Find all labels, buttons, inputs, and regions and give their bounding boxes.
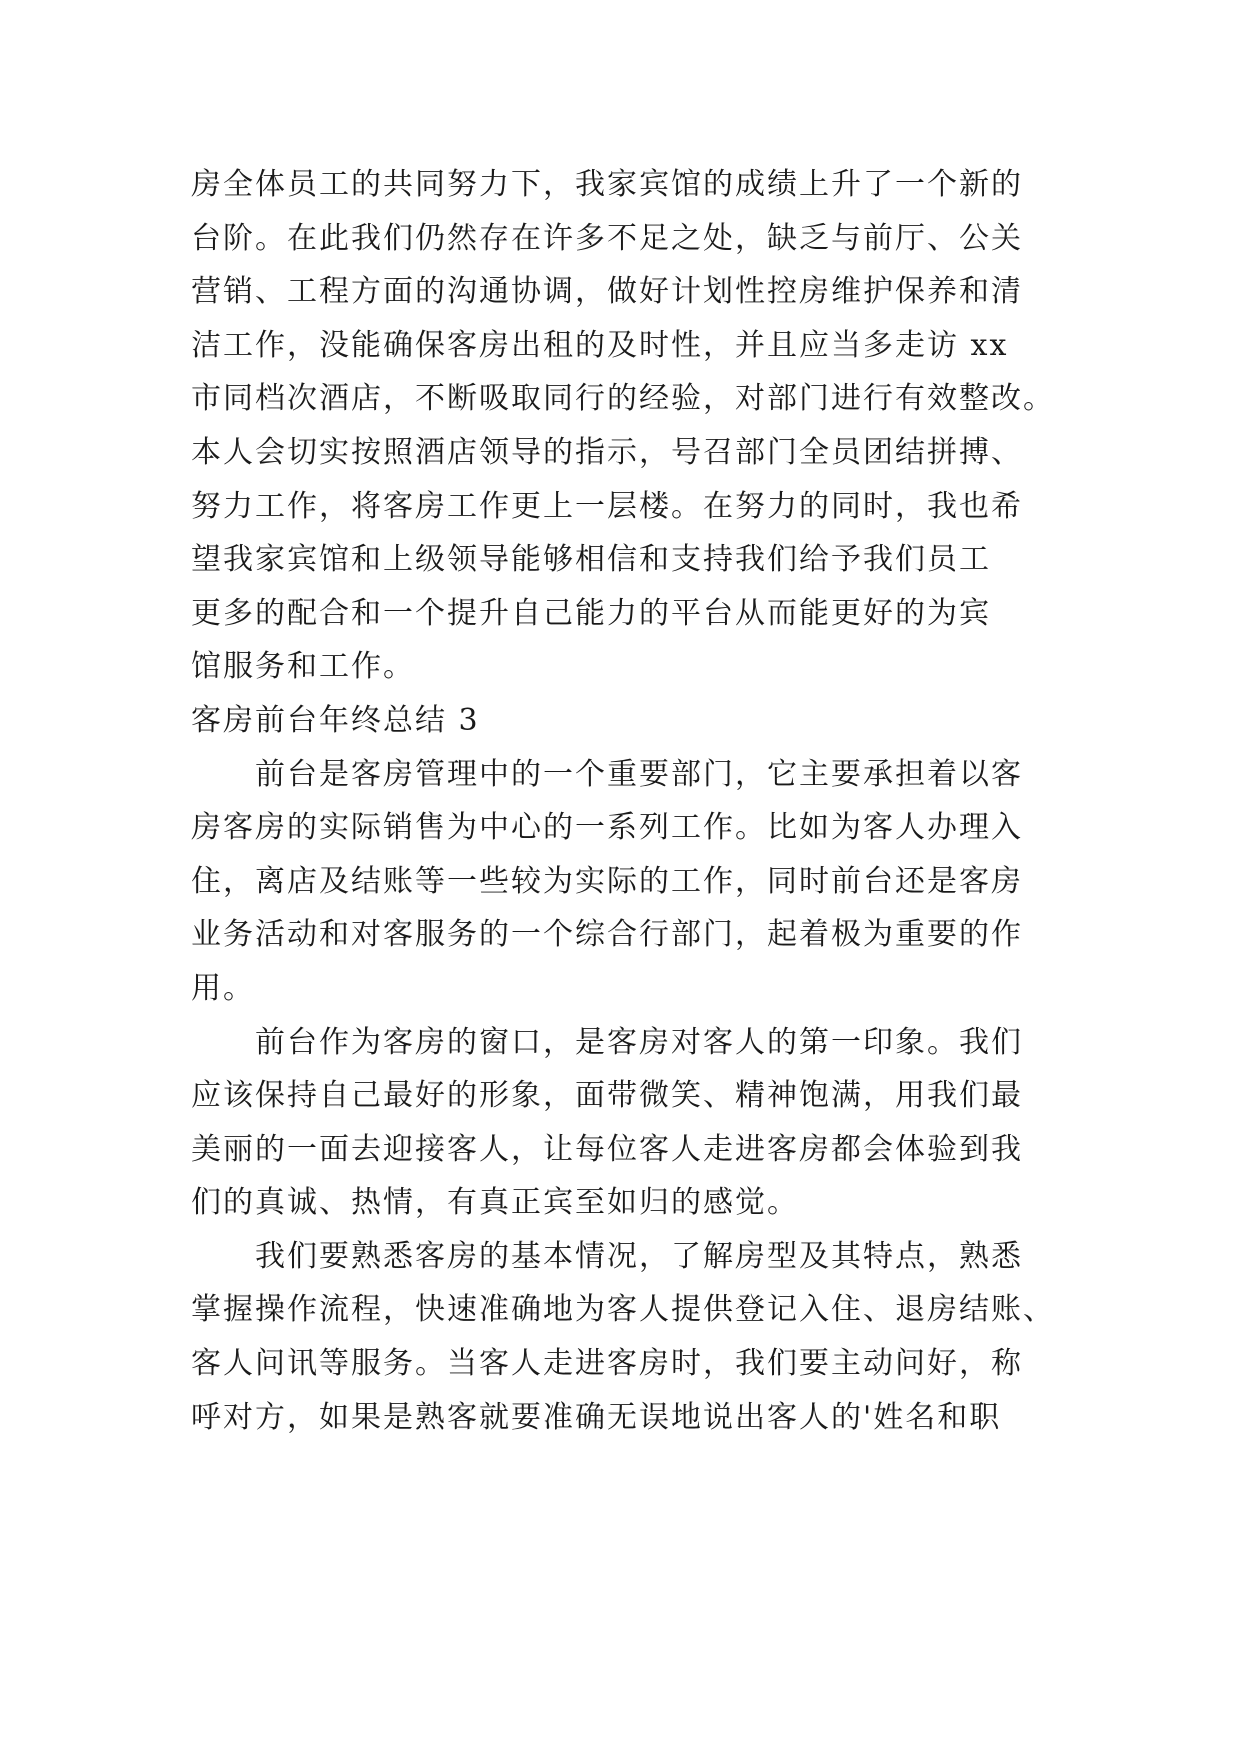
paragraph-line: 业务活动和对客服务的一个综合行部门，起着极为重要的作	[191, 917, 1023, 953]
paragraph-line: 努力工作，将客房工作更上一层楼。在努力的同时，我也希	[191, 488, 1023, 524]
document-body	[191, 158, 1071, 1444]
paragraph-line: 市同档次酒店，不断吸取同行的经验，对部门进行有效整改。	[191, 381, 1055, 417]
paragraph-line: 美丽的一面去迎接客人，让每位客人走进客房都会体验到我	[191, 1131, 1023, 1167]
paragraph-line: 呼对方，如果是熟客就要准确无误地说出客人的'姓名和职	[191, 1399, 1002, 1435]
paragraph-line: 台阶。在此我们仍然存在许多不足之处，缺乏与前厅、公关	[191, 220, 1023, 256]
section-heading: 客房前台年终总结 3	[191, 702, 480, 738]
paragraph-line: 营销、工程方面的沟通协调，做好计划性控房维护保养和清	[191, 274, 1023, 310]
paragraph-line: 掌握操作流程，快速准确地为客人提供登记入住、退房结账、	[191, 1292, 1055, 1328]
paragraph-first-line: 前台作为客房的窗口，是客房对客人的第一印象。我们	[255, 1024, 1023, 1060]
paragraph-line: 望我家宾馆和上级领导能够相信和支持我们给予我们员工	[191, 542, 991, 578]
paragraph-line: 本人会切实按照酒店领导的指示，号召部门全员团结拼搏、	[191, 434, 1023, 470]
paragraph-line: 们的真诚、热情，有真正宾至如归的感觉。	[191, 1185, 799, 1221]
paragraph-first-line: 我们要熟悉客房的基本情况，了解房型及其特点，熟悉	[255, 1238, 1023, 1274]
paragraph-line: 用。	[191, 970, 255, 1006]
paragraph-first-line: 前台是客房管理中的一个重要部门，它主要承担着以客	[255, 756, 1023, 792]
paragraph-line: 更多的配合和一个提升自己能力的平台从而能更好的为宾	[191, 595, 991, 631]
paragraph-line: 房全体员工的共同努力下，我家宾馆的成绩上升了一个新的	[191, 167, 1023, 202]
paragraph-line: 应该保持自己最好的形象，面带微笑、精神饱满，用我们最	[191, 1078, 1023, 1114]
paragraph-line: 客人问讯等服务。当客人走进客房时，我们要主动问好，称	[191, 1346, 1023, 1382]
paragraph-line: 馆服务和工作。	[191, 649, 415, 685]
paragraph-line: 房客房的实际销售为中心的一系列工作。比如为客人办理入	[191, 810, 1023, 846]
paragraph-line: 洁工作，没能确保客房出租的及时性，并且应当多走访 xx	[191, 327, 1009, 363]
paragraph-line: 住，离店及结账等一些较为实际的工作，同时前台还是客房	[191, 863, 1023, 899]
